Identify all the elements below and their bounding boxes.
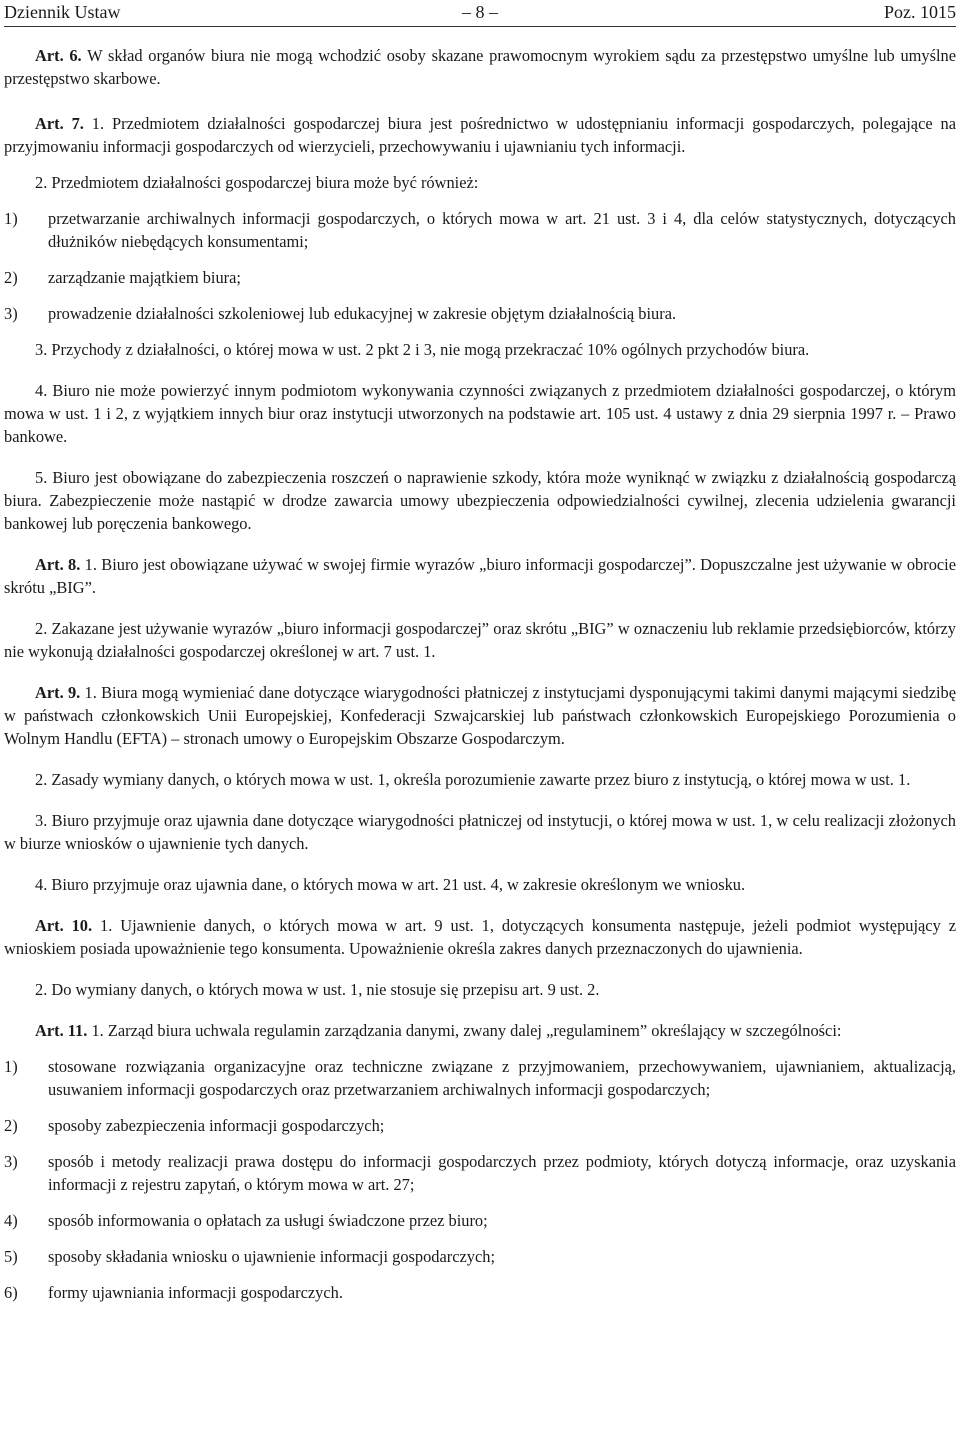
art-8-p1 [4, 553, 956, 599]
art-7-p1 [4, 112, 956, 158]
art-7-p1-text: 1. Przedmiotem działalności gospodarczej biura jest pośrednictwo w udostępnianiu informacji gospodarczych, polegające na przyjmowaniu informacji gospodarczych od wierzycieli, przechowywaniu i ujawnianiu tych informacji. [4, 114, 957, 156]
art-10-p1 [4, 914, 956, 960]
article-label: Art. 11. [35, 1021, 88, 1040]
list-item [4, 266, 956, 289]
list-item [4, 1281, 956, 1304]
list-number: 3) [4, 304, 18, 323]
list-item [4, 1150, 956, 1196]
art-8-p2: 2. Zakazane jest używanie wyrazów „biuro informacji gospodarczej” oraz skrótu „BIG” w oznaczeniu lub reklamie przedsiębiorców, którzy nie wykonują działalności gospodarczej określonej w art. 7 ust. 1. [4, 619, 956, 661]
list-text: sposoby składania wniosku o ujawnienie informacji gospodarczych; [48, 1247, 495, 1266]
art-9-p2: 2. Zasady wymiany danych, o których mowa w ust. 1, określa porozumienie zawarte przez biuro z instytucją, o której mowa w ust. 1. [35, 770, 911, 789]
art-7-p4: 4. Biuro nie może powierzyć innym podmiotom wykonywania czynności związanych z przedmiotem działalności gospodarczej, o którym mowa w ust. 1 i 2, z wyjątkiem innych biur oraz instytucji utworzonych na podstawie art. 105 ust. 4 ustawy z dnia 29 sierpnia 1997 r. – Prawo bankowe. [4, 381, 956, 446]
page-header [4, 0, 956, 27]
art-11-p1 [4, 1019, 956, 1042]
list-text: sposób i metody realizacji prawa dostępu do informacji gospodarczych przez podmioty, których dotyczą informacje, oraz uzyskania informacji z rejestru zapytań, o którym mowa w art. 27; [48, 1152, 956, 1194]
list-number: 3) [4, 1152, 18, 1171]
list-item [4, 1245, 956, 1268]
article-label: Art. 10. [35, 916, 93, 935]
art-10-p2: 2. Do wymiany danych, o których mowa w ust. 1, nie stosuje się przepisu art. 9 ust. 2. [35, 980, 600, 999]
art-6-text: W skład organów biura nie mogą wchodzić osoby skazane prawomocnym wyrokiem sądu za przestępstwo umyślne lub umyślne przestępstwo skarbowe. [4, 46, 956, 88]
list-text: zarządzanie majątkiem biura; [48, 268, 241, 287]
art-6 [4, 44, 956, 90]
art-7-p3: 3. Przychody z działalności, o której mowa w ust. 2 pkt 2 i 3, nie mogą przekraczać 10% ogólnych przychodów biura. [35, 340, 810, 359]
art-7-p2: 2. Przedmiotem działalności gospodarczej biura może być również: [35, 173, 479, 192]
article-label: Art. 7. [35, 114, 84, 133]
article-label: Art. 8. [35, 555, 81, 574]
art-9-p4: 4. Biuro przyjmuje oraz ujawnia dane, o których mowa w art. 21 ust. 4, w zakresie określonym we wniosku. [35, 875, 746, 894]
list-number: 2) [4, 1116, 18, 1135]
art-9-p1-text: 1. Biura mogą wymieniać dane dotyczące wiarygodności płatniczej z instytucjami dysponującymi takimi danymi mającymi siedzibę w państwach członkowskich Unii Europejskiej, Konfederacji Szwajcarskiej lub państwach członkowskich Europejskiego Porozumienia o Wolnym Handlu (EFTA) – stronach umowy o Europejskim Obszarze Gospodarczym. [4, 683, 956, 748]
list-item [4, 207, 956, 253]
list-text: prowadzenie działalności szkoleniowej lub edukacyjnej w zakresie objętym działalnością biura. [48, 304, 677, 323]
list-number: 4) [4, 1211, 18, 1230]
article-label: Art. 6. [35, 46, 82, 65]
position-number: Poz. 1015 [884, 2, 956, 22]
list-text: stosowane rozwiązania organizacyjne oraz techniczne związane z przyjmowaniem, przechowywaniem, ujawnianiem, aktualizacją, usuwaniem informacji gospodarczych oraz przetwarzaniem archiwalnych informacji gospodarczych; [48, 1057, 956, 1099]
list-text: przetwarzanie archiwalnych informacji gospodarczych, o których mowa w art. 21 ust. 3 i 4, dla celów statystycznych, dotyczących dłużników niebędących konsumentami; [48, 209, 956, 251]
art-9-p3: 3. Biuro przyjmuje oraz ujawnia dane dotyczące wiarygodności płatniczej od instytucji, o której mowa w ust. 1, w celu realizacji złożonych w biurze wniosków o ujawnienie tych danych. [4, 811, 956, 853]
list-item [4, 1114, 956, 1137]
page-number: – 8 – [462, 2, 498, 22]
journal-title: Dziennik Ustaw [4, 2, 121, 22]
article-label: Art. 9. [35, 683, 81, 702]
list-number: 6) [4, 1283, 18, 1302]
list-number: 5) [4, 1247, 18, 1266]
art-11-p1-text: 1. Zarząd biura uchwala regulamin zarządzania danymi, zwany dalej „regulaminem” określający w szczególności: [87, 1021, 842, 1040]
list-item [4, 1209, 956, 1232]
art-8-p1-text: 1. Biuro jest obowiązane używać w swojej firmie wyrazów „biuro informacji gospodarczej”. Dopuszczalne jest używanie w obrocie skrótu „BIG”. [4, 555, 957, 597]
art-10-p1-text: 1. Ujawnienie danych, o których mowa w art. 9 ust. 1, dotyczących konsumenta następuje, jeżeli podmiot występujący z wnioskiem posiada upoważnienie tego konsumenta. Upoważnienie określa zakres danych przeznaczonych do ujawnienia. [4, 916, 956, 958]
list-number: 2) [4, 268, 18, 287]
list-text: sposób informowania o opłatach za usługi świadczone przez biuro; [48, 1211, 488, 1230]
art-9-p1 [4, 681, 956, 750]
document-body [4, 44, 956, 1304]
art-7-p5: 5. Biuro jest obowiązane do zabezpieczenia roszczeń o naprawienie szkody, która może wyniknąć w związku z działalnością gospodarczą biura. Zabezpieczenie może nastąpić w drodze zawarcia umowy ubezpieczenia odpowiedzialności cywilnej, zlecenia udzielenia gwarancji bankowej lub poręczenia bankowego. [4, 468, 956, 533]
list-text: formy ujawniania informacji gospodarczych. [48, 1283, 343, 1302]
list-number: 1) [4, 1057, 18, 1076]
list-text: sposoby zabezpieczenia informacji gospodarczych; [48, 1116, 385, 1135]
list-number: 1) [4, 209, 18, 228]
list-item [4, 1055, 956, 1101]
list-item [4, 302, 956, 325]
